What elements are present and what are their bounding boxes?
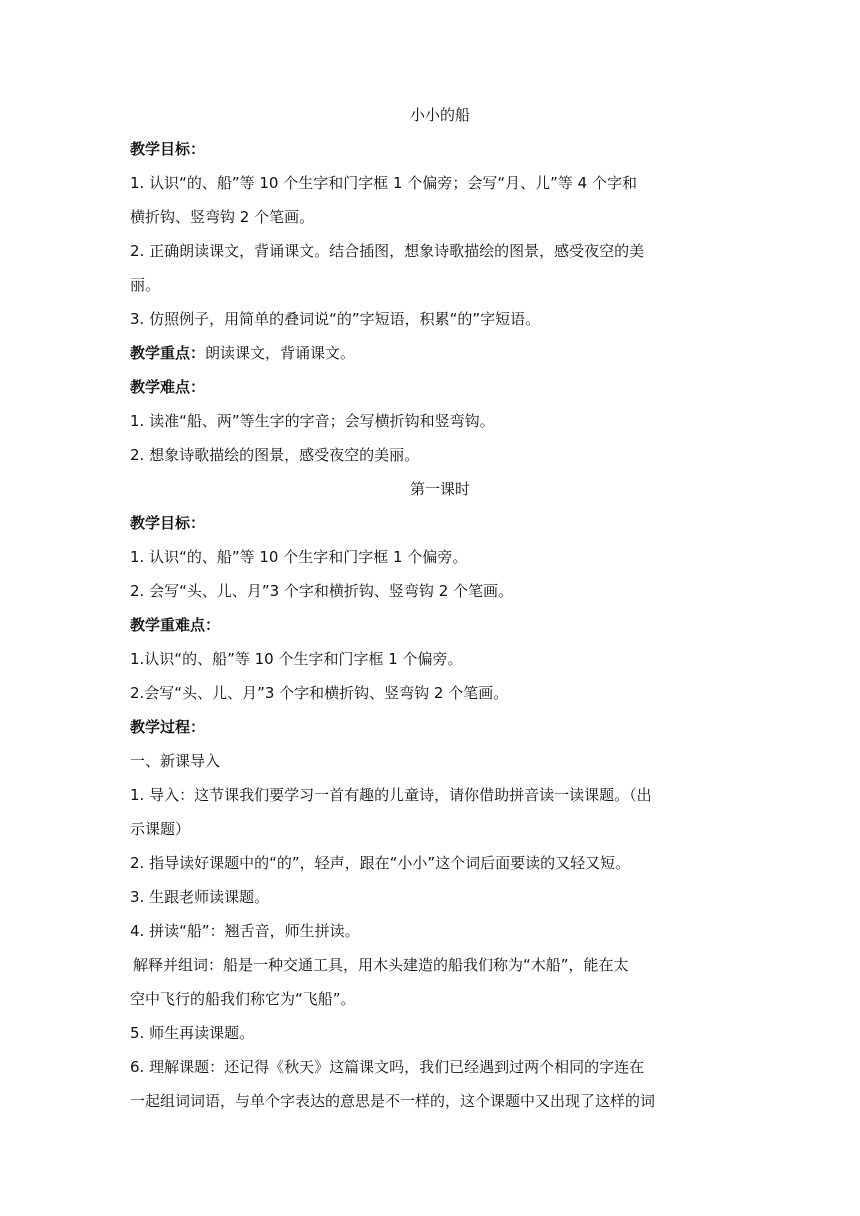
document-page xyxy=(130,98,732,1118)
key-point-text: 朗读课文，背诵课文。 xyxy=(205,344,356,362)
objective-3: 3. 仿照例子，用简单的叠词说“的”字短语，积累“的”字短语。 xyxy=(130,310,541,328)
step-6-line-2: 一起组词词语，与单个字表达的意思是不一样的，这个课题中又出现了这样的词 xyxy=(130,1092,656,1110)
step-1-line-2: 示课题） xyxy=(130,820,191,838)
lesson-objectives-heading: 教学目标： xyxy=(130,514,206,532)
step-5: 5. 师生再读课题。 xyxy=(130,1024,255,1042)
step-1-line-1: 1. 导入：这节课我们要学习一首有趣的儿童诗，请你借助拼音读一读课题。（出 xyxy=(130,786,652,804)
explain-line-2: 空中飞行的船我们称它为“飞船”。 xyxy=(130,990,356,1008)
objective-2-line-1: 2. 正确朗读课文，背诵课文。结合插图，想象诗歌描绘的图景，感受夜空的美 xyxy=(130,242,645,260)
explain-line-1: 解释并组词：船是一种交通工具，用木头建造的船我们称为“木船”，能在太 xyxy=(133,956,629,974)
process-heading: 教学过程： xyxy=(130,718,206,736)
lesson-objective-2: 2. 会写“头、儿、月”3 个字和横折钩、竖弯钩 2 个笔画。 xyxy=(130,582,514,600)
step-2: 2. 指导读好课题中的“的”，轻声，跟在“小小”这个词后面要读的又轻又短。 xyxy=(130,854,631,872)
document-title: 小小的船 xyxy=(409,106,470,124)
difficulty-heading: 教学难点： xyxy=(130,378,206,396)
key-difficulty-1: 1.认识“的、船”等 10 个生字和门字框 1 个偏旁。 xyxy=(130,650,463,668)
step-4: 4. 拼读“船”：翘舌音，师生拼读。 xyxy=(130,922,360,940)
key-difficulty-2: 2.会写“头、儿、月”3 个字和横折钩、竖弯钩 2 个笔画。 xyxy=(130,684,509,702)
key-point-heading: 教学重点： xyxy=(130,344,206,362)
objective-1-line-1: 1. 认识“的、船”等 10 个生字和门字框 1 个偏旁；会写“月、儿”等 4 个字和 xyxy=(130,174,637,192)
step-3: 3. 生跟老师读课题。 xyxy=(130,888,270,906)
key-point-paragraph xyxy=(130,336,732,370)
lesson-title: 第一课时 xyxy=(409,480,470,498)
lesson-objective-1: 1. 认识“的、船”等 10 个生字和门字框 1 个偏旁。 xyxy=(130,548,468,566)
key-difficulty-heading: 教学重难点： xyxy=(130,616,221,634)
part-1-heading: 一、新课导入 xyxy=(130,752,221,770)
difficulty-1: 1. 读准“船、两”等生字的字音；会写横折钩和竖弯钩。 xyxy=(130,412,495,430)
objectives-heading: 教学目标： xyxy=(130,140,206,158)
objective-2-line-2: 丽。 xyxy=(130,276,161,294)
step-6-line-1: 6. 理解课题：还记得《秋天》这篇课文吗，我们已经遇到过两个相同的字连在 xyxy=(130,1058,645,1076)
objective-1-line-2: 横折钩、竖弯钩 2 个笔画。 xyxy=(130,208,315,226)
difficulty-2: 2. 想象诗歌描绘的图景，感受夜空的美丽。 xyxy=(130,446,420,464)
